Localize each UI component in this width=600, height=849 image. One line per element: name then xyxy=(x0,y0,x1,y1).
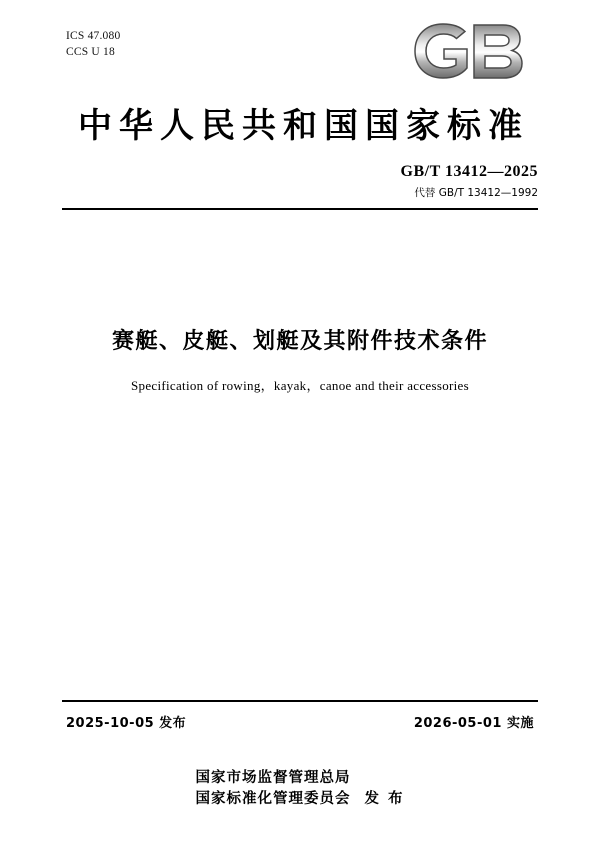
issuer-line-1: 国家市场监督管理总局 xyxy=(195,770,351,786)
ccs-code: CCS U 18 xyxy=(66,46,115,58)
publish-word: 发 布 xyxy=(364,791,405,807)
issuer-line-2: 国家标准化管理委员会 xyxy=(195,791,351,807)
standard-number: GB/T 13412—2025 xyxy=(400,163,538,180)
ics-code: ICS 47.080 xyxy=(66,30,121,42)
subject-title-cn: 赛艇、皮艇、划艇及其附件技术条件 xyxy=(111,329,488,354)
divider-top xyxy=(62,208,538,210)
implementation-date: 2026-05-01 实施 xyxy=(413,716,534,731)
issuer-organizations xyxy=(195,768,350,810)
replaces-note: 代替 GB/T 13412—1992 xyxy=(414,187,538,199)
issuing-bodies xyxy=(0,768,600,810)
standard-number-block xyxy=(401,162,538,201)
ics-ccs-block xyxy=(66,28,120,60)
subject-title-en: Specification of rowing，kayak，canoe and their accessories xyxy=(130,378,469,393)
divider-bottom xyxy=(62,700,538,702)
page-title: 中华人民共和国国家标准 xyxy=(78,106,529,146)
gb-logo-icon xyxy=(410,20,540,82)
issue-date: 2025-10-05 发布 xyxy=(66,716,187,731)
